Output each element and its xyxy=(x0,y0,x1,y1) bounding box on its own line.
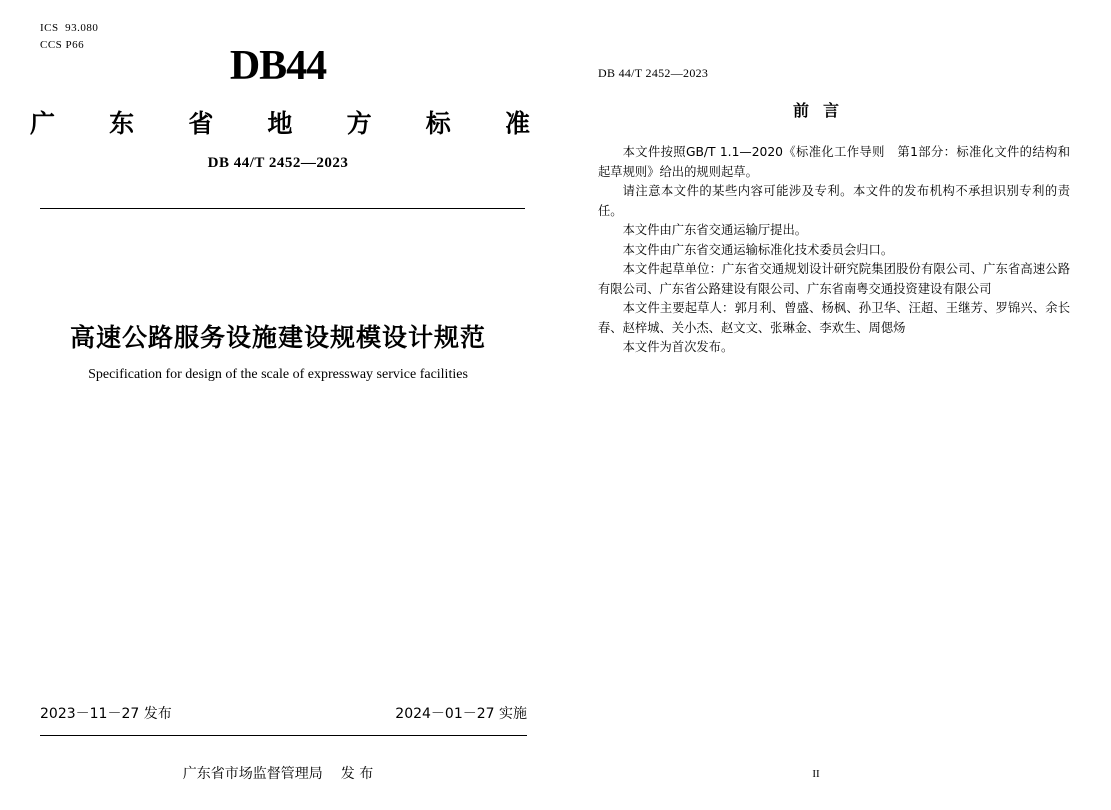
publisher-name: 广东省市场监督管理局 xyxy=(182,766,323,782)
publisher-line xyxy=(0,763,556,783)
ics-code: ICS 93.080 xyxy=(40,22,99,34)
foreword-paragraph: 本文件由广东省交通运输标准化技术委员会归口。 xyxy=(622,242,894,257)
cover-divider-bottom xyxy=(40,735,527,736)
foreword-paragraph: 本文件为首次发布。 xyxy=(622,340,734,354)
foreword-paragraph: 本文件按照GB/T 1.1—2020《标准化工作导则 第1部分：标准化文件的结构和起草规则》给出的规则起草。 xyxy=(598,145,1070,179)
standard-number: DB 44/T 2452—2023 xyxy=(207,155,349,171)
implementation-date: 2024－01－27 实施 xyxy=(395,706,527,722)
document-title-chinese: 高速公路服务设施建设规模设计规范 xyxy=(69,323,486,352)
standard-title-line xyxy=(30,104,530,140)
standard-title-char-1: 东 xyxy=(109,109,135,138)
publisher-action: 发 布 xyxy=(340,766,374,782)
standard-title-char-3: 地 xyxy=(267,109,293,138)
foreword-heading-char-1: 前 xyxy=(792,101,809,120)
page-number: II xyxy=(812,768,820,780)
foreword-body xyxy=(598,143,1070,358)
document-title-english: Specification for design of the scale of expressway service facilities xyxy=(88,367,468,382)
ccs-code: CCS P66 xyxy=(40,39,85,51)
foreword-paragraph: 本文件主要起草人：郭月利、曾盛、杨枫、孙卫华、汪超、王继芳、罗锦兴、余长春、赵梓城、关小杰、赵文文、张琳金、李欢生、周偲炀 xyxy=(598,301,1070,335)
standard-title-char-5: 标 xyxy=(425,109,451,138)
foreword-paragraph: 请注意本文件的某些内容可能涉及专利。本文件的发布机构不承担识别专利的责任。 xyxy=(598,184,1070,218)
foreword-paragraph: 本文件由广东省交通运输厅提出。 xyxy=(622,223,808,237)
cover-divider-top xyxy=(40,208,525,209)
foreword-paragraph: 本文件起草单位：广东省交通规划设计研究院集团股份有限公司、广东省高速公路有限公司、广东省公路建设有限公司、广东省南粤交通投资建设有限公司 xyxy=(598,262,1070,296)
foreword-page xyxy=(556,0,1111,810)
running-header-standard-number: DB 44/T 2452—2023 xyxy=(598,66,709,80)
foreword-heading-char-2: 言 xyxy=(823,101,840,120)
cover-dates xyxy=(40,703,527,723)
standard-title-char-0: 广 xyxy=(30,109,56,138)
standard-title-char-4: 方 xyxy=(346,109,372,138)
standard-title-char-6: 准 xyxy=(504,109,530,138)
foreword-heading xyxy=(556,98,1076,121)
standard-title-char-2: 省 xyxy=(188,109,214,138)
issue-date: 2023－11－27 发布 xyxy=(40,706,172,722)
db44-mark: DB44 xyxy=(229,43,327,89)
